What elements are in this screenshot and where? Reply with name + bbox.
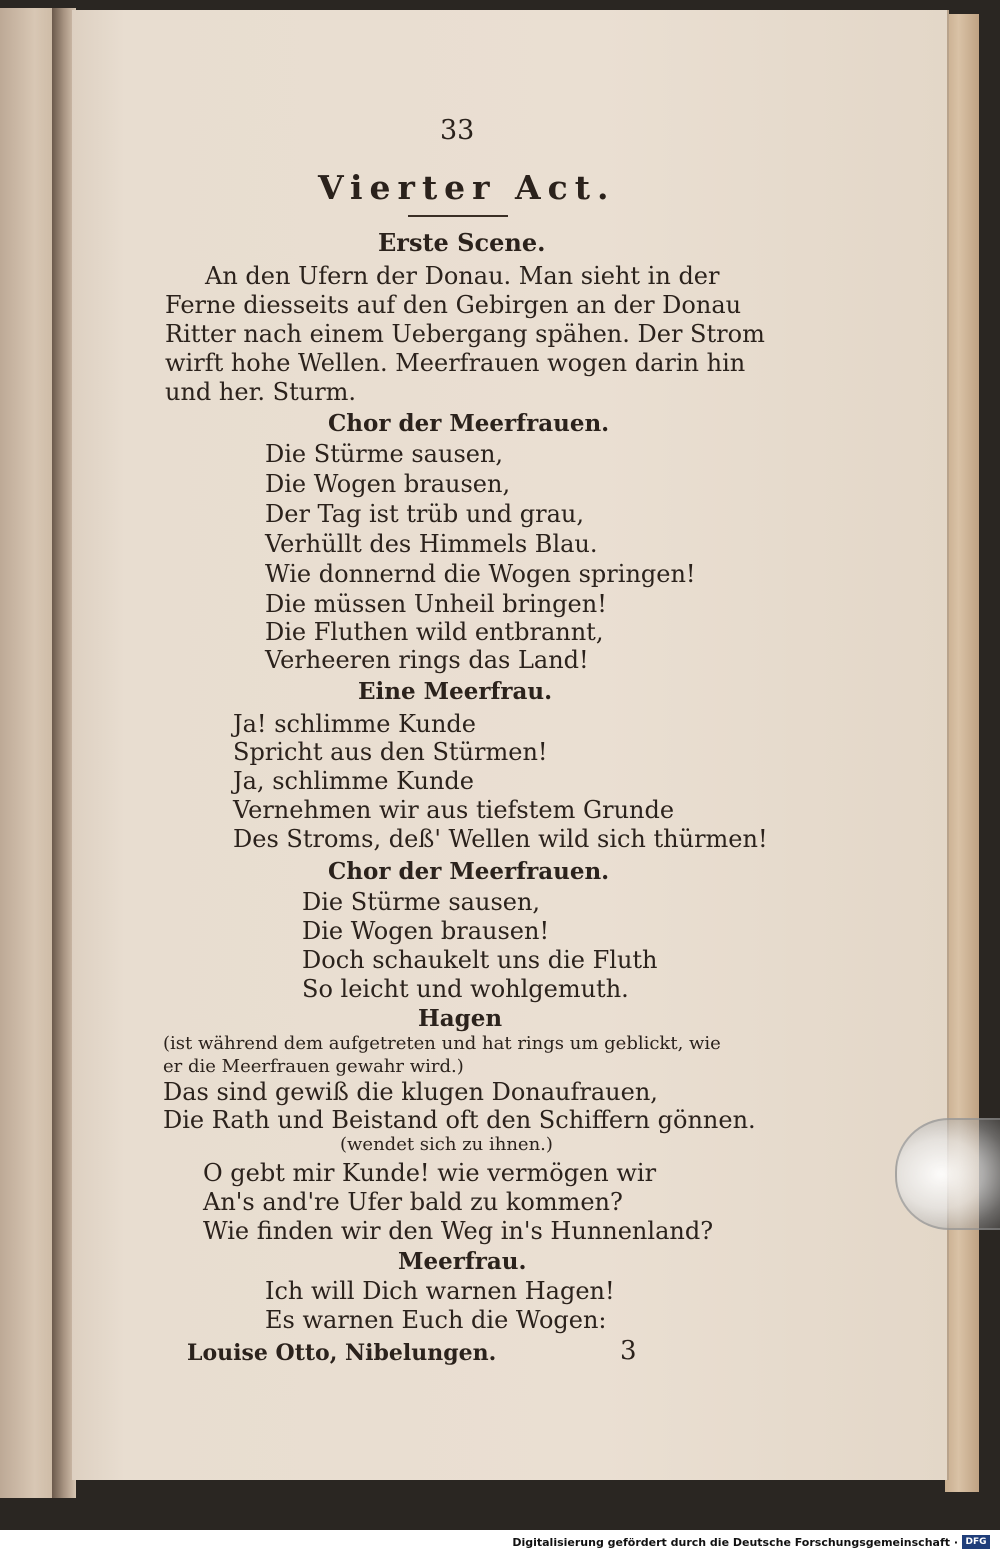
verse-line: Die Stürme sausen, <box>265 440 504 468</box>
speaker-name: Eine Meerfrau. <box>358 678 553 705</box>
verse-line: Die Wogen brausen! <box>302 917 550 945</box>
stage-direction-line: wirft hohe Wellen. Meerfrauen wogen darin hin <box>165 349 746 377</box>
footer-signature: Louise Otto, Nibelungen. <box>187 1340 497 1366</box>
stage-direction-line: er die Meerfrauen gewahr wird.) <box>163 1056 464 1077</box>
stage-direction-line: (wendet sich zu ihnen.) <box>340 1134 553 1155</box>
verse-line: Das sind gewiß die klugen Donaufrauen, <box>163 1078 658 1106</box>
verse-line: Die Rath und Beistand oft den Schiffern gönnen. <box>163 1106 756 1134</box>
verse-line: Die Wogen brausen, <box>265 470 511 498</box>
scene-title: Erste Scene. <box>378 228 546 257</box>
verse-line: Ja! schlimme Kunde <box>233 710 476 738</box>
verse-line: Die Stürme sausen, <box>302 888 541 916</box>
verse-line: Wie finden wir den Weg in's Hunnenland? <box>203 1217 714 1245</box>
speaker-name: Meerfrau. <box>398 1248 527 1275</box>
verse-line: Des Stroms, deß' Wellen wild sich thürmen! <box>233 825 768 853</box>
speaker-name: Hagen <box>418 1005 503 1032</box>
verse-line: Es warnen Euch die Wogen: <box>265 1306 607 1334</box>
verse-line: Verhüllt des Himmels Blau. <box>265 530 598 558</box>
verse-line: Ja, schlimme Kunde <box>233 767 474 795</box>
scan-footer-text: Digitalisierung gefördert durch die Deutsche Forschungsgemeinschaft · <box>512 1536 958 1549</box>
page-clip <box>895 1118 1000 1230</box>
page-number: 33 <box>440 115 475 146</box>
title-rule <box>408 215 508 217</box>
verse-line: Vernehmen wir aus tiefstem Grunde <box>233 796 675 824</box>
verse-line: Spricht aus den Stürmen! <box>233 738 548 766</box>
speaker-name: Chor der Meerfrauen. <box>328 858 610 885</box>
verse-line: O gebt mir Kunde! wie vermögen wir <box>203 1159 657 1187</box>
verse-line: Der Tag ist trüb und grau, <box>265 500 584 528</box>
dfg-logo: DFG <box>962 1535 990 1549</box>
sheet-number: 3 <box>620 1336 637 1366</box>
stage-direction-line: An den Ufern der Donau. Man sieht in der <box>205 262 720 290</box>
speaker-name: Chor der Meerfrauen. <box>328 410 610 437</box>
act-title: Vierter Act. <box>318 168 616 207</box>
verse-line: An's and're Ufer bald zu kommen? <box>203 1188 623 1216</box>
verse-line: Ich will Dich warnen Hagen! <box>265 1277 615 1305</box>
stage-direction-line: Ferne diesseits auf den Gebirgen an der Donau <box>165 291 742 319</box>
verse-line: Wie donnernd die Wogen springen! <box>265 560 696 588</box>
verse-line: Die Fluthen wild entbrannt, <box>265 618 604 646</box>
verse-line: Die müssen Unheil bringen! <box>265 590 607 618</box>
stage-direction-line: Ritter nach einem Uebergang spähen. Der Strom <box>165 320 765 348</box>
page-stack-edge <box>945 14 979 1492</box>
verse-line: Verheeren rings das Land! <box>265 646 589 674</box>
stage-direction-line: und her. Sturm. <box>165 378 357 406</box>
verse-line: So leicht und wohlgemuth. <box>302 975 629 1003</box>
stage-direction-line: (ist während dem aufgetreten und hat rings um geblickt, wie <box>163 1033 721 1054</box>
left-page-edge <box>0 8 58 1498</box>
verse-line: Doch schaukelt uns die Fluth <box>302 946 658 974</box>
